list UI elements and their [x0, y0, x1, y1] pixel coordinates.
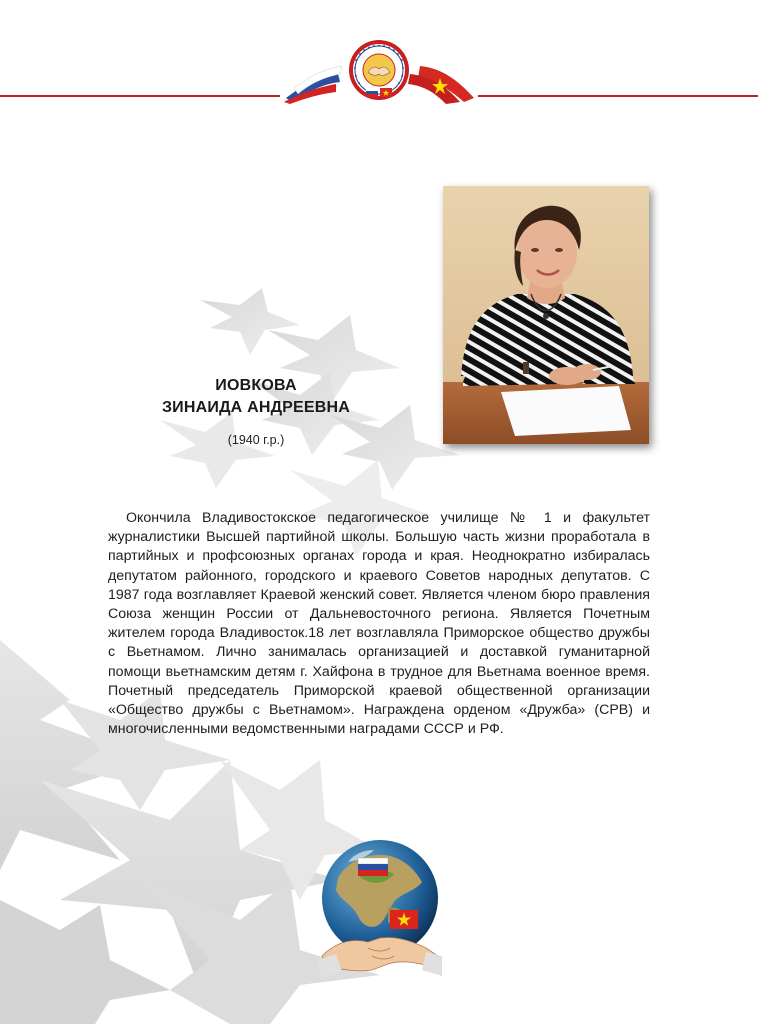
globe-handshake-logo-icon	[318, 838, 442, 986]
person-name-block	[130, 375, 382, 447]
person-surname: ИОВКОВА	[215, 377, 297, 394]
vietnam-flag	[390, 910, 418, 929]
birth-year: (1940 г.р.)	[227, 433, 285, 447]
portrait-photo	[443, 186, 649, 444]
biography-text	[108, 509, 650, 739]
russian-flag	[358, 858, 388, 876]
biography-paragraph: Окончила Владивостокское педагогическое училище № 1 и факультет журналистики Высшей партийной школы. Большую часть жизни проработала в партийных и профсоюзных органах города и края. Неоднократно избиралась депутатом районного, городского и краевого Советов народных депутатов. С 1987 года возглавляет Краевой женский совет. Является членом бюро правления Союза женщин России от Дальневосточного региона. Является Почетным жителем города Владивосток.18 лет возглавляла Приморское общество дружбы с Вьетнамом. Лично занималась организацией и доставкой гуманитарной помощи вьетнамским детям г. Хайфона в трудное для Вьетнама военное время. Почетный председатель Приморской краевой общественной организации «Общество дружбы с Вьетнамом». Награждена орденом «Дружба» (СРВ) и многочисленными ведомственными наградами СССР и РФ.	[108, 510, 650, 738]
header-rule-left	[0, 95, 280, 97]
header-rule-right	[478, 95, 758, 97]
person-given-names: ЗИНАИДА АНДРЕЕВНА	[161, 399, 351, 416]
friendship-society-emblem-icon	[280, 38, 478, 104]
